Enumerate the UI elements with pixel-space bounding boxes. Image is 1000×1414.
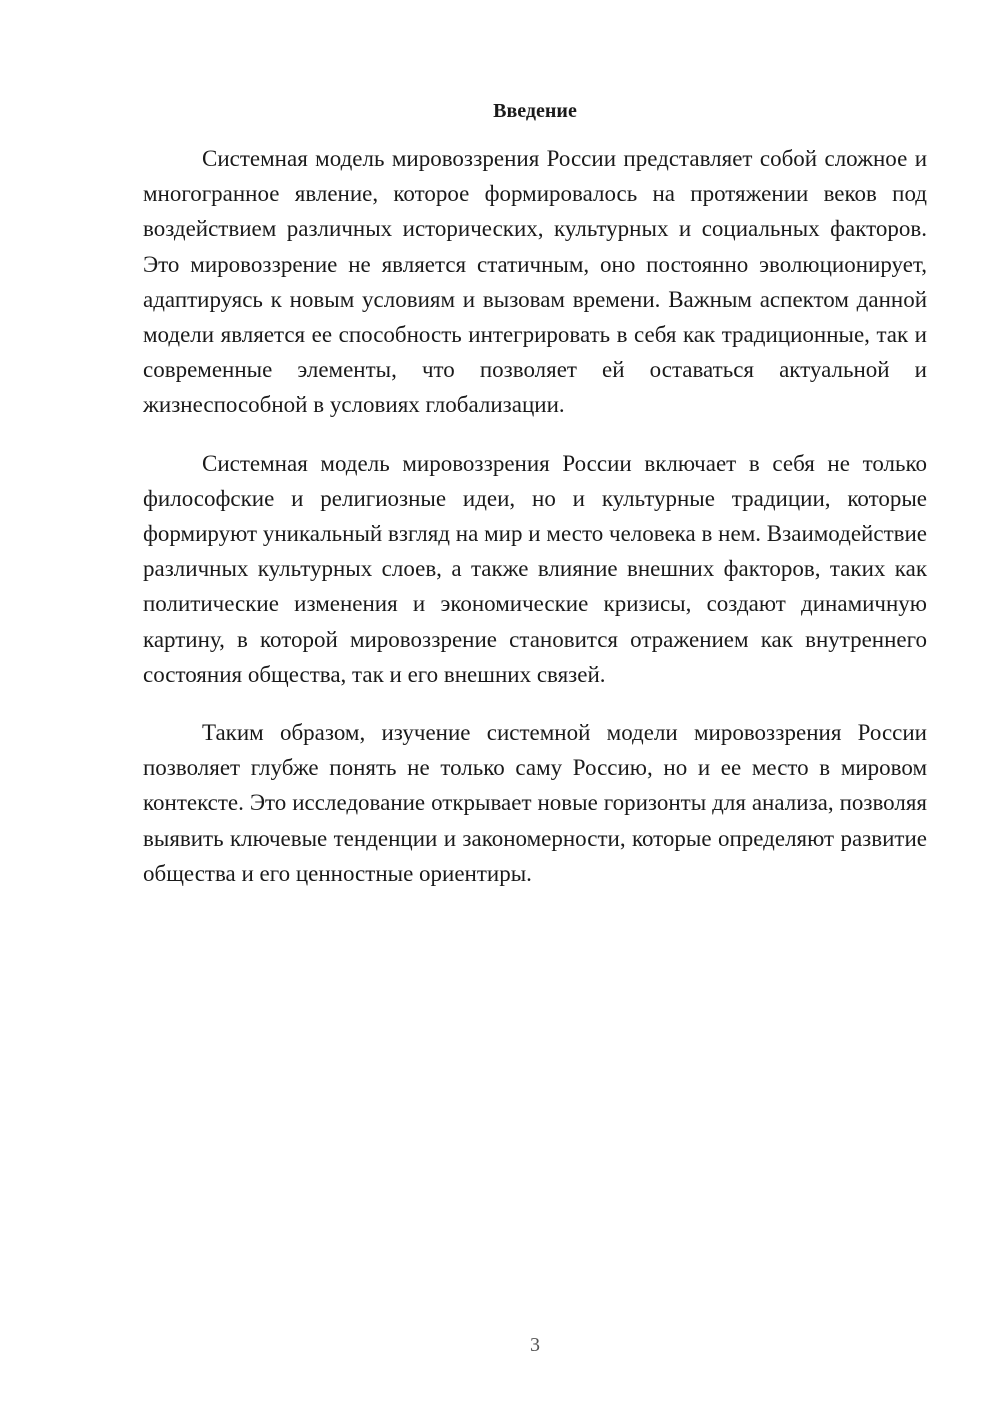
paragraph-3: Таким образом, изучение системной модели мировоззрения России позволяет глубже понять не только саму Россию, но и ее место в мировом контексте. Это исследование открывает новые горизонты для анализа, позволяя выявить ключевые тенденции и закономерности, которые определяют развитие общества и его ценностные ориентиры. [143, 720, 927, 886]
paragraph-1: Системная модель мировоззрения России представляет собой сложное и многогранное явление, которое формировалось на протяжении веков под воздействием различных исторических, культурных и социальных факторов. Это мировоззрение не является статичным, оно постоянно эволюционирует, адаптируясь к новым условиям и вызовам времени. Важным аспектом данной модели является ее способность интегрировать в себя как традиционные, так и современные элементы, что позволяет ей оставаться актуальной и жизнеспособной в условиях глобализации. [143, 146, 927, 418]
section-title: Введение [493, 100, 577, 122]
paragraph-2: Системная модель мировоззрения России включает в себя не только философские и религиозные идеи, но и культурные традиции, которые формируют уникальный взгляд на мир и место человека в нем. Взаимодействие различных культурных слоев, а также влияние внешних факторов, таких как политические изменения и экономические кризисы, создают динамичную картину, в которой мировоззрение становится отражением как внутреннего состояния общества, так и его внешних связей. [143, 450, 927, 687]
page-number: 3 [530, 1334, 540, 1356]
body-text [143, 141, 927, 914]
